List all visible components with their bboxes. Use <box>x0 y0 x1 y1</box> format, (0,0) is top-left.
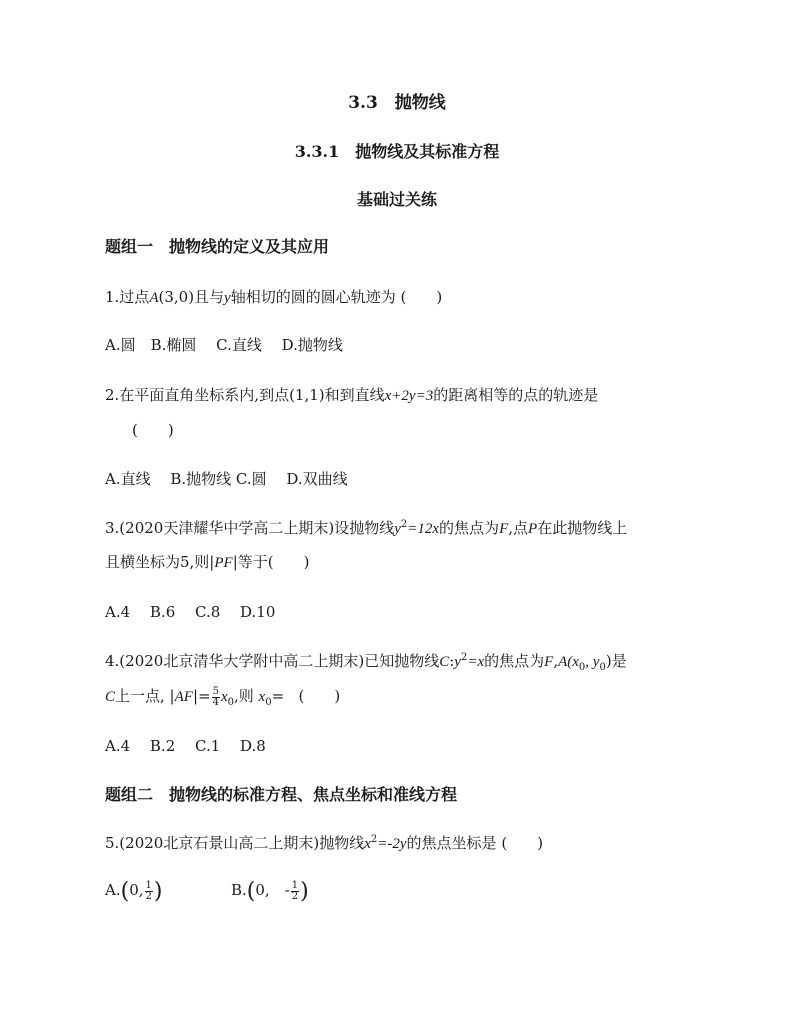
section-heading: 基础过关练 <box>356 190 437 209</box>
group-heading-2: 题组二 抛物线的标准方程、焦点坐标和准线方程 <box>105 785 458 804</box>
answer-paren: ( ) <box>400 288 443 306</box>
question-2: 2.在平面直角坐标系内,到点(1,1)和到直线x+2y=3的距离相等的点的轨迹是 <box>105 386 599 404</box>
page-subtitle: 3.3.1 抛物线及其标准方程 <box>294 142 500 161</box>
question-5: 5.(2020北京石景山高二上期末)抛物线$x^2=-2y$的焦点坐标是 ( ) <box>105 834 544 852</box>
fraction-neg-one-half: $\frac{1}{2}$ <box>291 879 299 902</box>
question-3-options: A.4 B.6 C.8 D.10 <box>105 603 276 621</box>
page-title: 3.3 抛物线 <box>348 93 446 113</box>
question-4-options: A.4 B.2 C.1 D.8 <box>105 737 266 755</box>
question-4: 4.(2020北京清华大学附中高二上期末)已知抛物线$C:y^2=x$的焦点为$F,A(x_0$, $y_0$)是 <box>105 652 627 673</box>
question-3: 3.(2020天津耀华中学高二上期末)设抛物线$y^2=12x$的焦点为F,点P在此抛物线上 <box>105 519 628 537</box>
fraction-one-half: $\frac{1}{2}$ <box>145 879 152 902</box>
question-5-option-a: A.(0, $\frac{1}{2}$ ) <box>105 879 163 904</box>
question-5-option-b: B.(0, - $\frac{1}{2}$ ) <box>231 879 309 904</box>
question-4-line-2: C上一点, |AF|= $\frac{5}{4}$ $x_0$,则 $x_0=$ ( ) <box>105 685 341 708</box>
group-heading-1: 题组一 抛物线的定义及其应用 <box>105 237 330 256</box>
question-1: 1.过点A(3,0)且与y轴相切的圆的圆心轨迹为 ( ) <box>105 288 443 306</box>
question-1-options: A.圆 B.椭圆 C.直线 D.抛物线 <box>105 336 343 354</box>
question-3-line-2: 且横坐标为5,则|PF|等于( ) <box>105 553 310 571</box>
fraction-five-quarters: $\frac{5}{4}$ <box>212 685 219 708</box>
question-2-paren: ( ) <box>132 421 174 439</box>
question-2-options: A.直线 B.抛物线 C.圆 D.双曲线 <box>105 470 348 488</box>
